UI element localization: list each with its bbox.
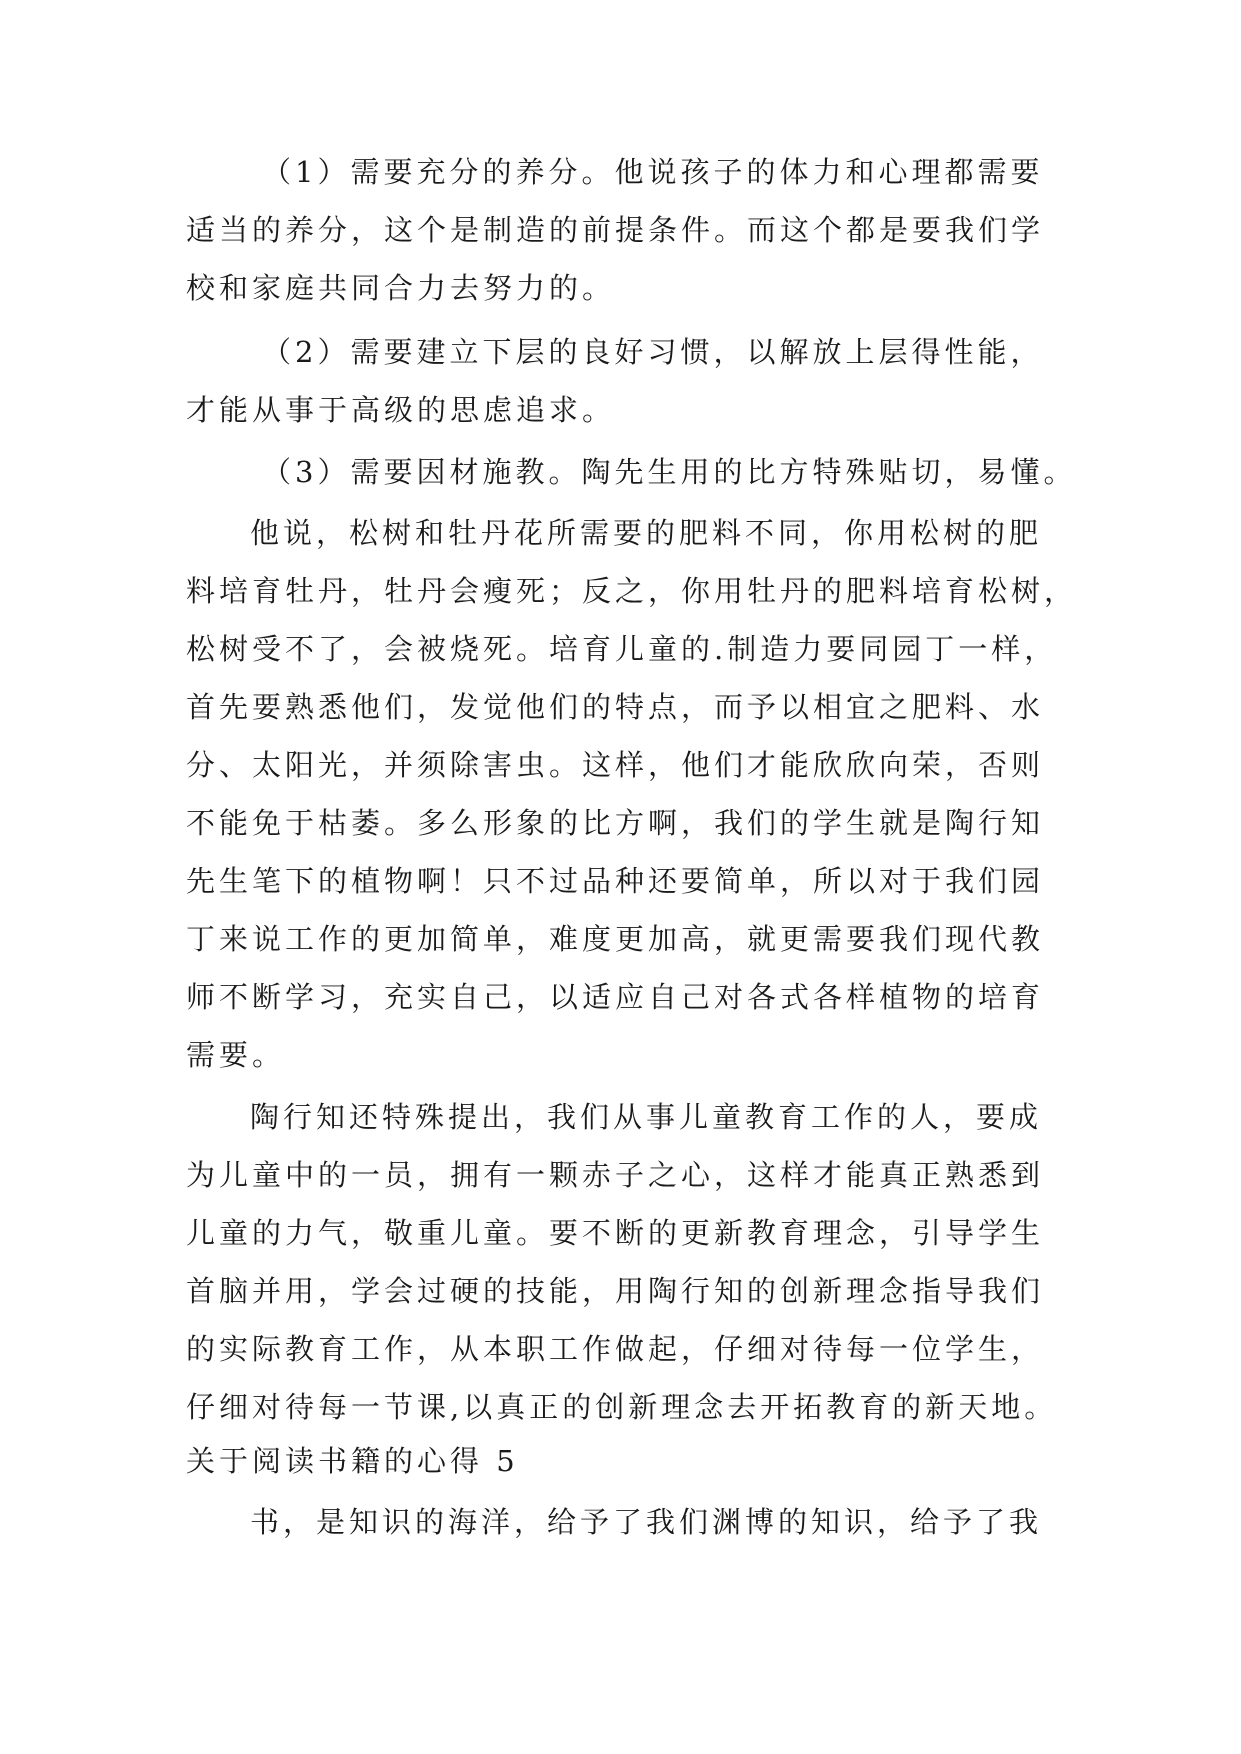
text-line-12: 不能免于枯萎。多么形象的比方啊，我们的学生就是陶行知: [186, 806, 1045, 840]
text-line-8: 料培育牡丹，牡丹会瘦死；反之，你用牡丹的肥料培育松树，: [186, 574, 1078, 608]
text-line-14: 丁来说工作的更加简单，难度更加高，就更需要我们现代教: [186, 922, 1045, 956]
text-line-9: 松树受不了，会被烧死。培育儿童的.制造力要同园丁一样，: [186, 632, 1058, 666]
text-line-22: 仔细对待每一节课,以真正的创新理念去开拓教育的新天地。: [186, 1390, 1058, 1424]
text-line-11: 分、太阳光，并须除害虫。这样，他们才能欣欣向荣，否则: [186, 748, 1045, 782]
text-line-13: 先生笔下的植物啊！只不过品种还要简单，所以对于我们园: [186, 864, 1045, 898]
text-line-3: 校和家庭共同合力去努力的。: [186, 271, 616, 305]
text-line-21: 的实际教育工作，从本职工作做起，仔细对待每一位学生，: [186, 1332, 1045, 1366]
text-line-4: （2）需要建立下层的良好习惯，以解放上层得性能，: [262, 335, 1044, 369]
text-line-24: 书，是知识的海洋，给予了我们渊博的知识，给予了我: [250, 1505, 1043, 1539]
text-line-19: 儿童的力气，敬重儿童。要不断的更新教育理念，引导学生: [186, 1216, 1045, 1250]
text-line-15: 师不断学习，充实自己，以适应自己对各式各样植物的培育: [186, 980, 1045, 1014]
text-line-20: 首脑并用，学会过硬的技能，用陶行知的创新理念指导我们: [186, 1274, 1045, 1308]
section-heading: 关于阅读书籍的心得 5: [186, 1444, 519, 1478]
text-line-18: 为儿童中的一员，拥有一颗赤子之心，这样才能真正熟悉到: [186, 1158, 1045, 1192]
text-line-7: 他说，松树和牡丹花所需要的肥料不同，你用松树的肥: [250, 516, 1043, 550]
text-line-1: （1）需要充分的养分。他说孩子的体力和心理都需要: [262, 155, 1044, 189]
text-line-16: 需要。: [186, 1038, 286, 1072]
text-line-2: 适当的养分，这个是制造的前提条件。而这个都是要我们学: [186, 213, 1045, 247]
text-line-5: 才能从事于高级的思虑追求。: [186, 393, 616, 427]
text-line-6: （3）需要因材施教。陶先生用的比方特殊贴切，易懂。: [262, 455, 1077, 489]
text-line-10: 首先要熟悉他们，发觉他们的特点，而予以相宜之肥料、水: [186, 690, 1045, 724]
text-line-17: 陶行知还特殊提出，我们从事儿童教育工作的人，要成: [250, 1100, 1043, 1134]
